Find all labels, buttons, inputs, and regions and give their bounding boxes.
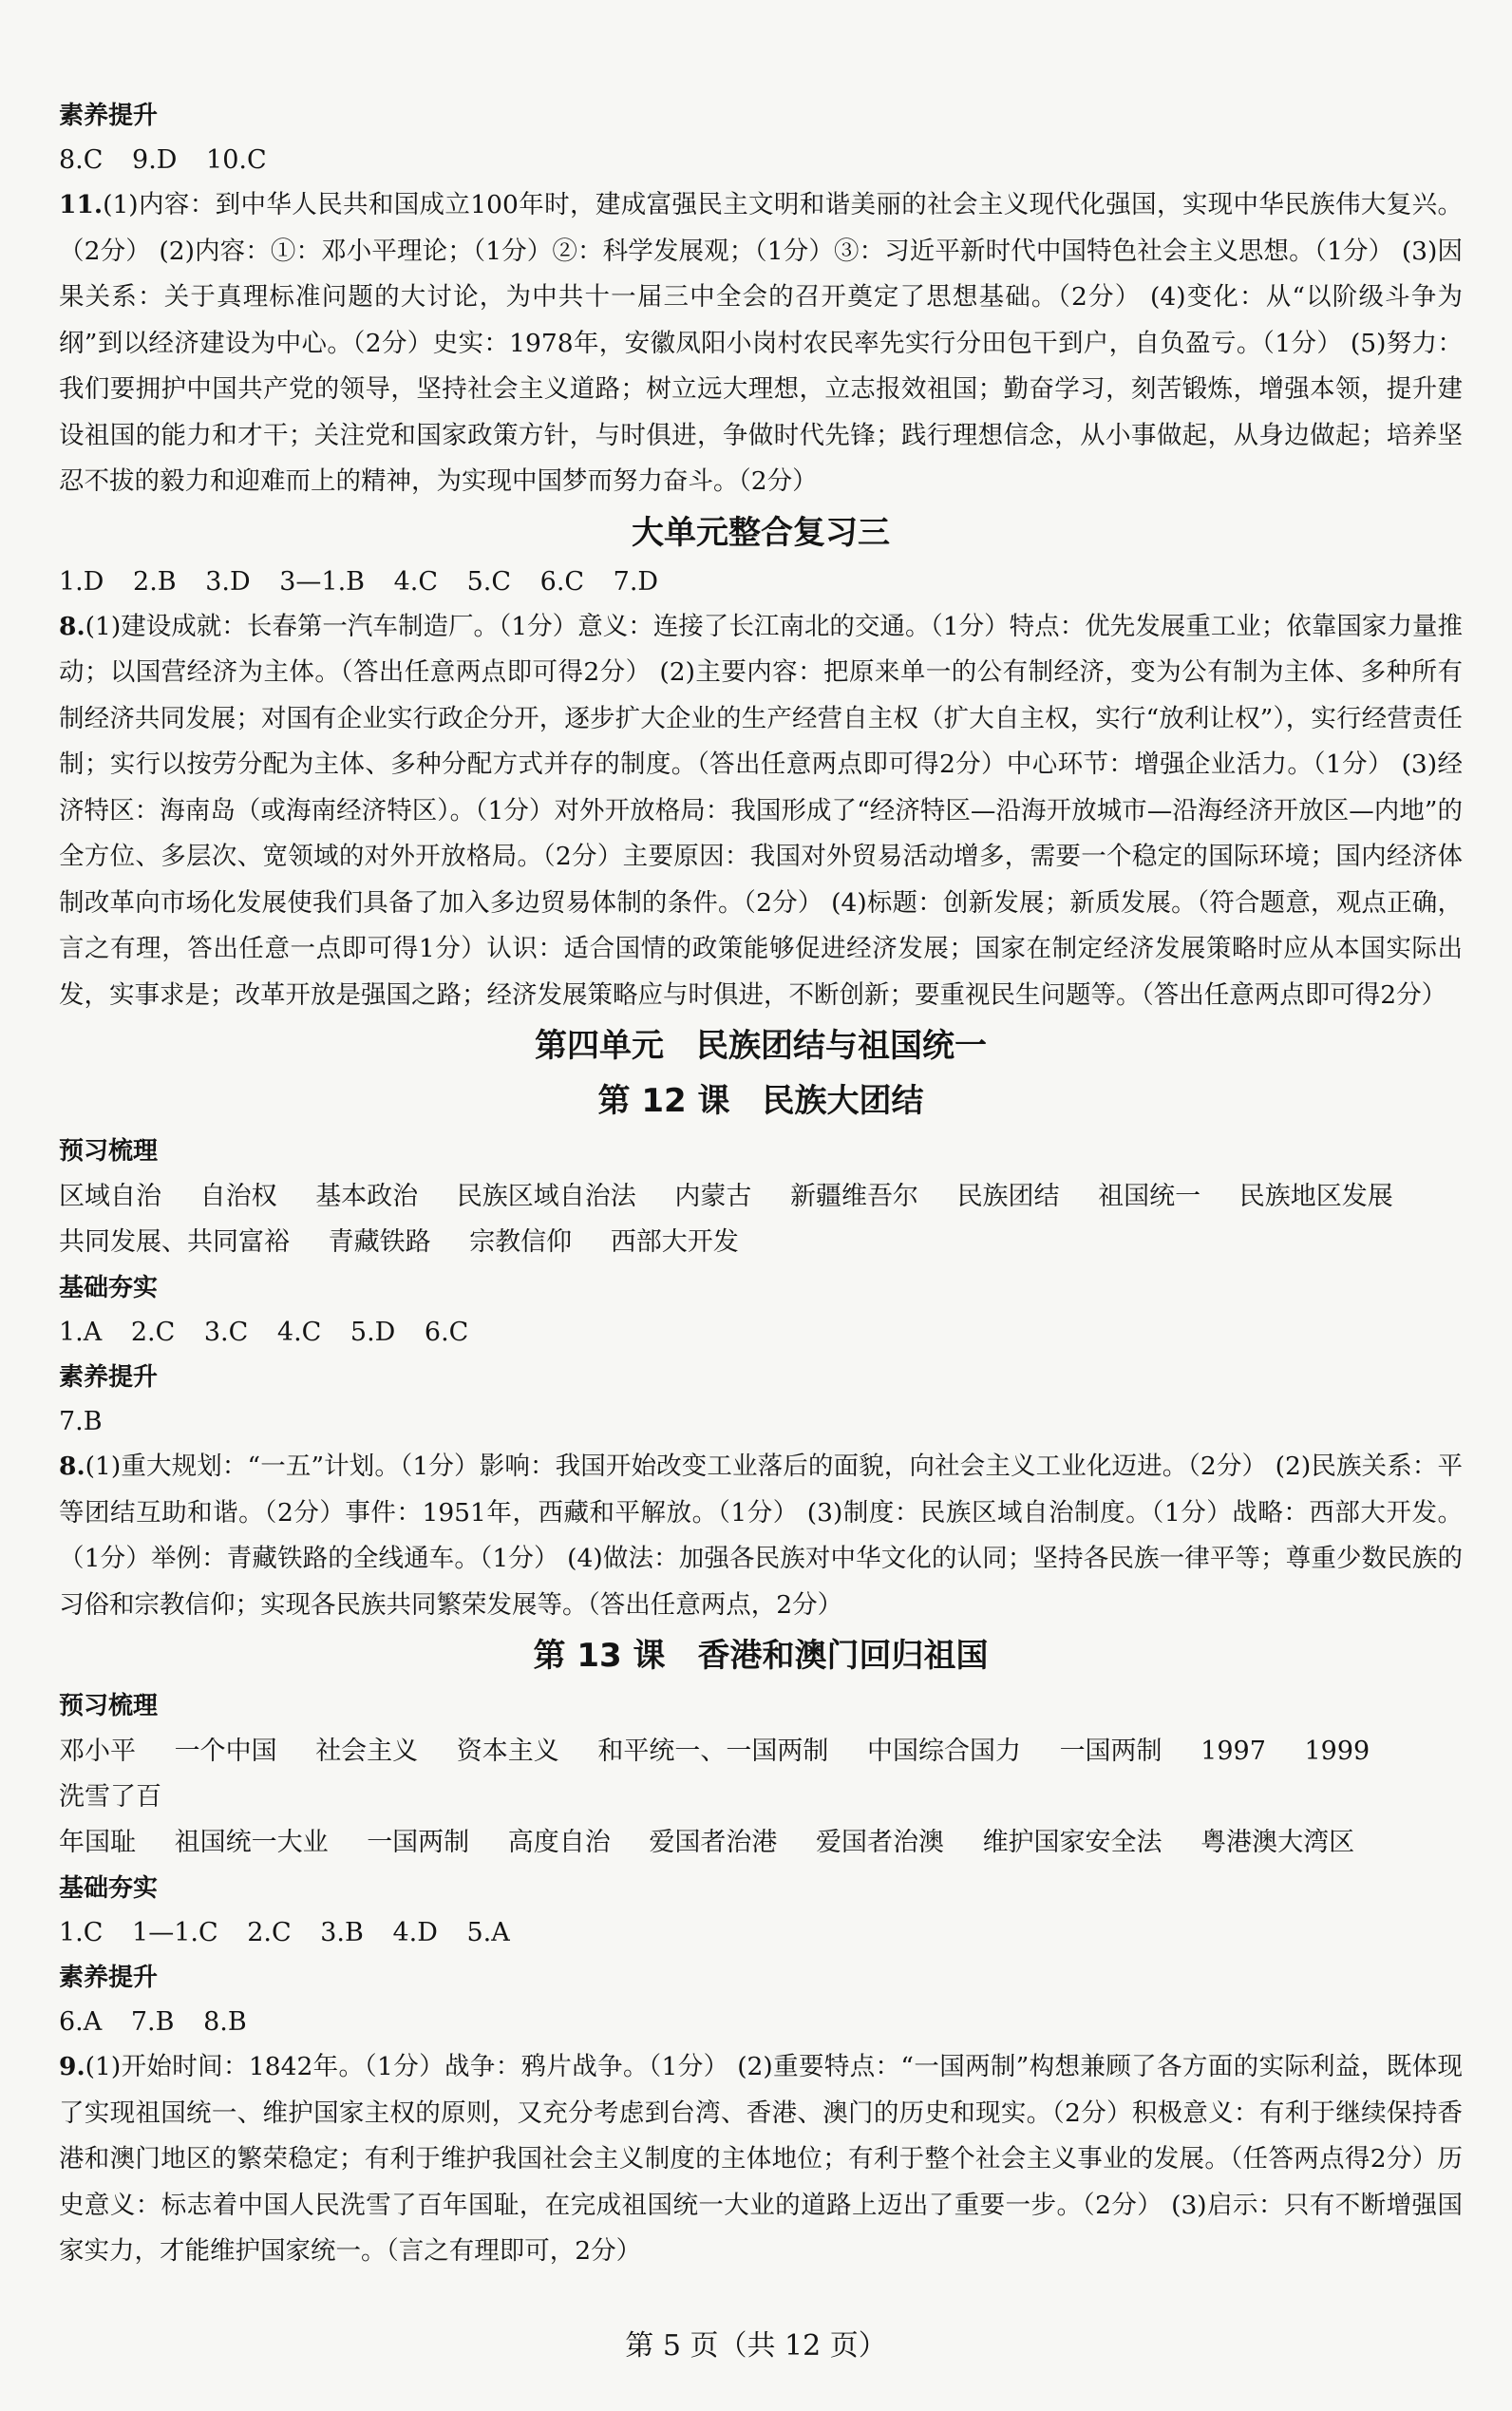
answer-item: 2.B <box>133 566 177 597</box>
preview-terms-line <box>59 1729 1463 1820</box>
section-title-review3: 大单元整合复习三 <box>632 513 890 552</box>
answer-item: 1—1.C <box>132 1918 218 1947</box>
answer-item: 2.C <box>247 1918 292 1947</box>
section-heading-improve: 素养提升 <box>59 102 159 130</box>
answer-item: 10.C <box>206 145 267 175</box>
question-number: 9. <box>59 2052 85 2081</box>
answer-item: 1.D <box>59 566 104 597</box>
term: 青藏铁路 <box>328 1227 431 1257</box>
term: 西部大开发 <box>610 1227 739 1257</box>
term: 新疆维吾尔 <box>789 1182 918 1211</box>
answer-item: 5.C <box>466 566 512 597</box>
unit-title: 第四单元 民族团结与祖国统一 <box>535 1027 987 1065</box>
answer-item: 7.B <box>130 2007 175 2037</box>
term: 高度自治 <box>507 1828 611 1857</box>
answer-line <box>59 2001 1463 2044</box>
term: 民族团结 <box>956 1182 1060 1211</box>
answer-line <box>59 1311 1463 1355</box>
answer-item: 4.C <box>276 1318 322 1347</box>
page-number-footer: 第 5 页（共 12 页） <box>625 2329 887 2363</box>
question-9-lesson13 <box>59 2044 1463 2275</box>
term: 爱国者治港 <box>649 1828 778 1857</box>
term: 和平统一、一国两制 <box>597 1737 829 1766</box>
answer-item: 6.C <box>539 566 585 597</box>
answer-item: 7.D <box>613 566 659 597</box>
term: 基本政治 <box>315 1182 419 1211</box>
term: 内蒙古 <box>674 1182 752 1211</box>
question-8-review <box>59 604 1463 1019</box>
question-number: 8. <box>59 611 85 641</box>
lesson-13-title: 第 13 课 香港和澳门回归祖国 <box>533 1637 989 1675</box>
term: 中国综合国力 <box>866 1737 1021 1766</box>
question-number: 11. <box>59 190 104 219</box>
term: 祖国统一大业 <box>174 1828 329 1857</box>
answer-item: 8.C <box>59 145 104 175</box>
answer-line <box>59 1400 1463 1444</box>
term: 邓小平 <box>59 1737 136 1766</box>
section-heading-improve: 素养提升 <box>59 1964 159 1992</box>
section-heading-basic: 基础夯实 <box>59 1874 159 1903</box>
term: 区域自治 <box>59 1182 161 1211</box>
answer-item: 8.B <box>203 2007 247 2037</box>
term: 一国两制 <box>1059 1737 1162 1766</box>
preview-terms-line <box>59 1174 1463 1220</box>
term: 爱国者治澳 <box>815 1828 944 1857</box>
answer-line <box>59 1911 1463 1955</box>
term: 粤港澳大湾区 <box>1200 1828 1355 1857</box>
term: 祖国统一 <box>1098 1182 1201 1211</box>
term: 社会主义 <box>315 1737 419 1766</box>
answer-item: 1.C <box>59 1918 104 1947</box>
question-answer-text: (1)重大规划：“一五”计划。（1分）影响：我国开始改变工业落后的面貌，向社会主义工业化迈进。（2分） (2)民族关系：平等团结互助和谐。（2分）事件：1951年，西藏和平解放。（1分） (3)制度：民族区域自治制度。（1分）战略：西部大开发。（1分）举例：青藏铁路的全线通车。（1分） (4)做法：加强各民族对中华文化的认同；坚持各民族一律平等；尊重少数民族的习俗和宗教信仰；实现各民族共同繁荣发展等。（答出任意两点，2分） <box>59 1452 1463 1620</box>
answer-item: 3.D <box>205 566 251 597</box>
lesson-12-title: 第 12 课 民族大团结 <box>597 1082 924 1120</box>
answer-item: 4.C <box>393 566 439 597</box>
term: 年国耻 <box>59 1828 136 1857</box>
question-answer-text: (1)开始时间：1842年。（1分）战争：鸦片战争。（1分） (2)重要特点：“一国两制”构想兼顾了各方面的实际利益，既体现了实现祖国统一、维护国家主权的原则，又充分考虑到台湾、香港、澳门的历史和现实。（2分）积极意义：有利于继续保持香港和澳门地区的繁荣稳定；有利于维护我国社会主义制度的主体地位；有利于整个社会主义事业的发展。（任答两点得2分）历史意义：标志着中国人民洗雪了百年国耻，在完成祖国统一大业的道路上迈出了重要一步。（2分） (3)启示：只有不断增强国家实力，才能维护国家统一。（言之有理即可，2分） <box>59 2052 1463 2266</box>
answer-item: 6.C <box>424 1318 469 1347</box>
question-number: 8. <box>59 1452 85 1481</box>
question-answer-text: (1)建设成就：长春第一汽车制造厂。（1分）意义：连接了长江南北的交通。（1分）特点：优先发展重工业；依靠国家力量推动；以国营经济为主体。（答出任意两点即可得2分） (2)主要内容：把原来单一的公有制经济，变为公有制为主体、多种所有制经济共同发展；对国有企业实行政企分开，逐步扩大企业的生产经营自主权（扩大自主权，实行“放利让权”），实行经营责任制；实行以按劳分配为主体、多种分配方式并存的制度。（答出任意两点即可得2分）中心环节：增强企业活力。（1分） (3)经济特区：海南岛（或海南经济特区）。（1分）对外开放格局：我国形成了“经济特区—沿海开放城市—沿海经济开放区—内地”的全方位、多层次、宽领域的对外开放格局。（2分）主要原因：我国对外贸易活动增多，需要一个稳定的国际环境；国内经济体制改革向市场化发展使我们具备了加入多边贸易体制的条件。（2分） (4)标题：创新发展；新质发展。（符合题意，观点正确，言之有理，答出任意一点即可得1分）认识：适合国情的政策能够促进经济发展；国家在制定经济发展策略时应从本国实际出发，实事求是；改革开放是强国之路；经济发展策略应与时俱进，不断创新；要重视民生问题等。（答出任意两点即可得2分） <box>59 611 1463 1010</box>
answer-item: 4.D <box>392 1918 438 1947</box>
term: 共同发展、共同富裕 <box>59 1227 290 1257</box>
term: 一个中国 <box>174 1737 277 1766</box>
answer-item: 2.C <box>130 1318 176 1347</box>
answer-item: 3.C <box>203 1318 249 1347</box>
answer-item: 3.B <box>320 1918 364 1947</box>
term: 宗教信仰 <box>469 1227 573 1257</box>
answer-item: 5.A <box>466 1918 510 1947</box>
term: 自治权 <box>199 1182 277 1211</box>
term: 一国两制 <box>367 1828 470 1857</box>
answer-item: 1.A <box>59 1318 103 1347</box>
section-heading-basic: 基础夯实 <box>59 1274 159 1302</box>
page-content <box>59 93 1463 2275</box>
term: 资本主义 <box>456 1737 559 1766</box>
answer-item: 6.A <box>59 2007 103 2037</box>
term: 民族区域自治法 <box>456 1182 636 1211</box>
section-heading-improve: 素养提升 <box>59 1363 159 1392</box>
term: 洗雪了百 <box>59 1782 161 1812</box>
preview-terms-line <box>59 1820 1463 1866</box>
answer-line <box>59 139 1463 182</box>
term: 1999 <box>1304 1737 1370 1766</box>
section-heading-preview: 预习梳理 <box>59 1692 159 1720</box>
answer-item: 5.D <box>350 1318 396 1347</box>
answer-item: 3—1.B <box>279 566 366 597</box>
question-11 <box>59 182 1463 505</box>
preview-terms-line <box>59 1220 1463 1265</box>
answer-item: 9.D <box>132 145 178 175</box>
question-answer-text: (1)内容：到中华人民共和国成立100年时，建成富强民主文明和谐美丽的社会主义现代化强国，实现中华民族伟大复兴。（2分） (2)内容：①：邓小平理论；（1分）②：科学发展观；（1分）③：习近平新时代中国特色社会主义思想。（1分） (3)因果关系：关于真理标准问题的大讨论，为中共十一届三中全会的召开奠定了思想基础。（2分） (4)变化：从“以阶级斗争为纲”到以经济建设为中心。（2分）史实：1978年，安徽凤阳小岗村农民率先实行分田包干到户，自负盈亏。（1分） (5)努力：我们要拥护中国共产党的领导，坚持社会主义道路；树立远大理想，立志报效祖国；勤奋学习，刻苦锻炼，增强本领，提升建设祖国的能力和才干；关注党和国家政策方针，与时俱进，争做时代先锋；践行理想信念，从小事做起，从身边做起；培养坚忍不拔的毅力和迎难而上的精神，为实现中国梦而努力奋斗。（2分） <box>59 190 1463 496</box>
answer-line <box>59 560 1463 604</box>
term: 民族地区发展 <box>1238 1182 1393 1211</box>
section-heading-preview: 预习梳理 <box>59 1137 159 1166</box>
term: 维护国家安全法 <box>982 1828 1162 1857</box>
answer-item: 7.B <box>59 1407 103 1436</box>
term: 1997 <box>1200 1737 1266 1766</box>
question-8-lesson12 <box>59 1444 1463 1628</box>
